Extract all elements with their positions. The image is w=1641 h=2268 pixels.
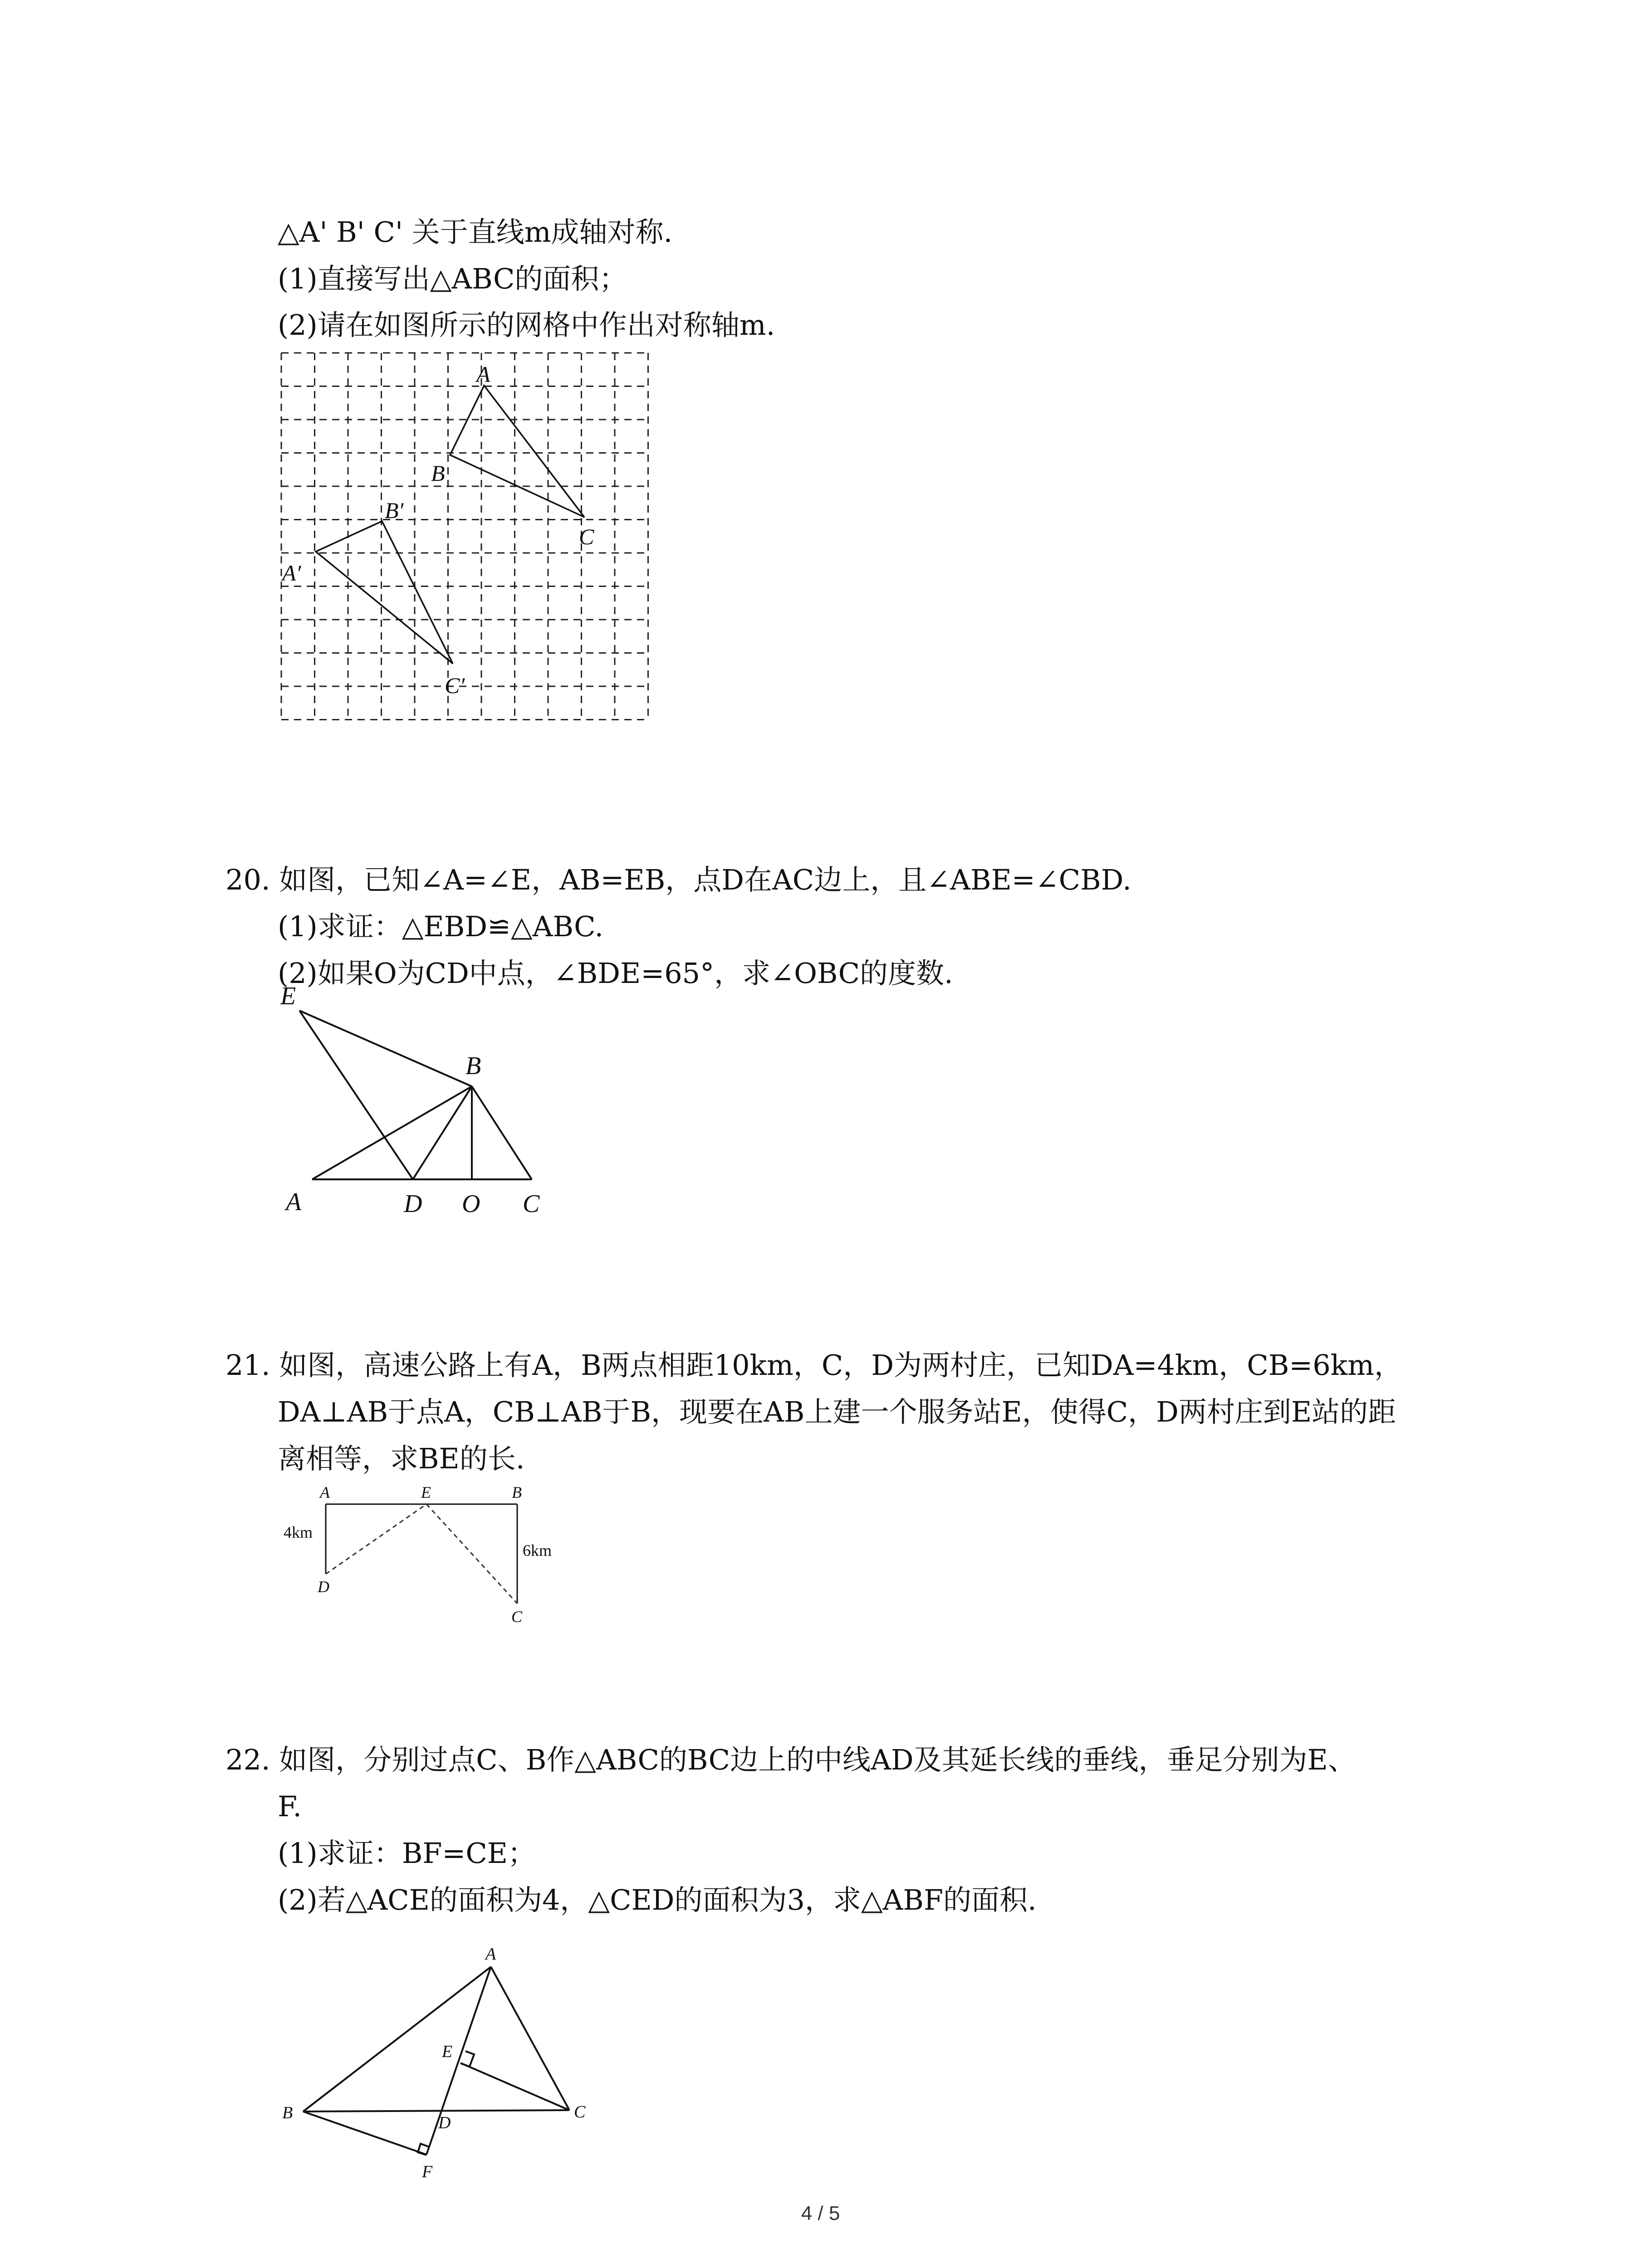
q19-grid-figure (272, 345, 662, 737)
q22-stem-line-2: F. (278, 1790, 302, 1823)
q19-part-1: (1)直接写出△ABC的面积； (278, 262, 627, 295)
label-e: E (280, 984, 296, 1010)
q22-stem-line-1: 22. 如图，分别过点C、B作△ABC的BC边上的中线AD及其延长线的垂线，垂足分别为E、 (225, 1743, 1356, 1776)
segment-de (326, 1504, 426, 1574)
label-da-length: 4km (284, 1523, 313, 1541)
label-c: C (511, 1608, 523, 1626)
label-a-prime: A′ (282, 560, 301, 586)
perpendicular-ce (460, 2063, 569, 2110)
segment-bc (303, 2110, 569, 2112)
q22-part-2: (2)若△ACE的面积为4，△CED的面积为3，求△ABF的面积. (278, 1883, 1037, 1916)
label-cb-length: 6km (523, 1541, 552, 1559)
q19-part-2: (2)请在如图所示的网格中作出对称轴m. (278, 308, 775, 342)
label-a: A (485, 1945, 496, 1964)
triangle-a1b1c1 (316, 521, 453, 664)
segment-bd (413, 1086, 472, 1179)
label-e: E (442, 2042, 453, 2061)
label-c: C (523, 1190, 540, 1218)
q21-figure (272, 1479, 563, 1635)
triangle-abc (450, 386, 584, 517)
q22-figure (272, 1932, 608, 2188)
label-f: F (422, 2162, 433, 2181)
q19-text-line-1: △A' B' C' 关于直线m成轴对称. (278, 215, 673, 249)
label-a: A (286, 1188, 302, 1216)
label-b: B (282, 2103, 293, 2122)
label-a: A (476, 362, 490, 387)
q20-figure (272, 984, 581, 1240)
segment-ab (303, 1967, 491, 2112)
label-d: D (438, 2113, 451, 2132)
q21-stem-line-2: DA⊥AB于点A，CB⊥AB于B，现要在AB上建一个服务站E，使得C，D两村庄到E站的距 (278, 1395, 1396, 1428)
q22-part-1: (1)求证：BF=CE； (278, 1837, 536, 1870)
perpendicular-bf (303, 2112, 426, 2155)
segment-ac (491, 1967, 569, 2110)
median-ad-extended (426, 1967, 491, 2155)
label-c: C (579, 524, 594, 549)
q21-stem-line-1: 21. 如图，高速公路上有A，B两点相距10km，C，D为两村庄，已知DA=4km，CB=6km， (225, 1349, 1403, 1382)
label-a: A (320, 1483, 330, 1501)
q20-part-1: (1)求证：△EBD≌△ABC. (278, 910, 604, 943)
label-b: B (465, 1052, 481, 1080)
q20-part-2: (2)如果O为CD中点，∠BDE=65°，求∠OBC的度数. (278, 957, 953, 990)
q21-stem-line-3: 离相等，求BE的长. (278, 1442, 525, 1475)
segment-ec (426, 1504, 517, 1603)
right-angle-mark-e (461, 2051, 474, 2067)
segment-ab (312, 1086, 472, 1179)
label-c-prime: C′ (445, 673, 465, 698)
page-number: 4 / 5 (801, 2202, 840, 2224)
label-e: E (421, 1483, 431, 1501)
label-o: O (462, 1190, 480, 1218)
label-b: B (512, 1483, 522, 1501)
label-c: C (574, 2102, 586, 2121)
q20-stem: 20. 如图，已知∠A=∠E，AB=EB，点D在AC边上，且∠ABE=∠CBD. (225, 863, 1132, 896)
label-b-prime: B′ (385, 498, 404, 523)
label-d: D (318, 1578, 329, 1596)
label-d: D (404, 1190, 422, 1218)
label-b: B (431, 460, 445, 486)
segment-bc (472, 1086, 532, 1179)
